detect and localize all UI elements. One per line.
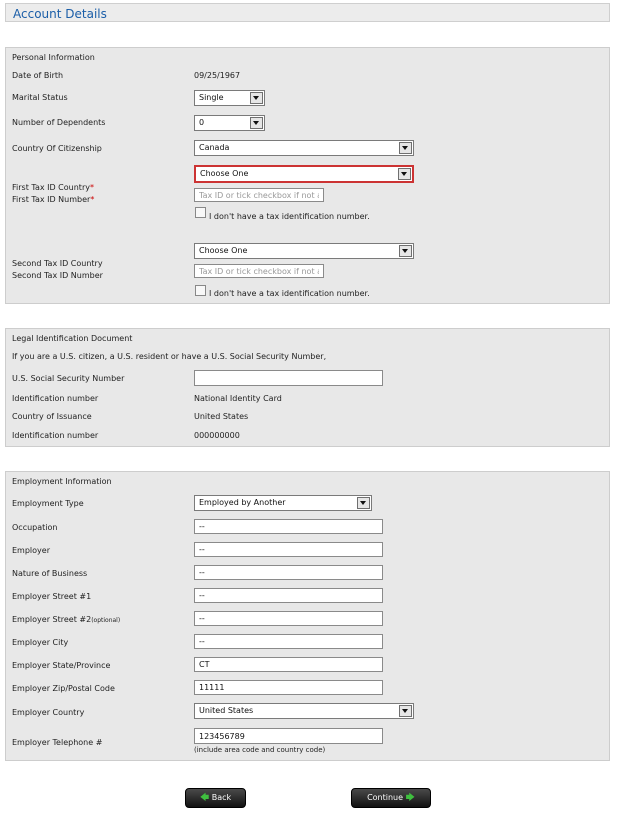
- citizenship-label: Country Of Citizenship: [12, 144, 102, 153]
- employer-country-label: Employer Country: [12, 708, 85, 717]
- chevron-down-icon: [399, 245, 412, 257]
- employment-type-value: Employed by Another: [199, 498, 286, 507]
- ssn-label: U.S. Social Security Number: [12, 374, 125, 383]
- nature-of-business-input[interactable]: [194, 565, 383, 580]
- occupation-input[interactable]: [194, 519, 383, 534]
- back-button[interactable]: [185, 788, 246, 808]
- employer-input[interactable]: [194, 542, 383, 557]
- issuance-value: United States: [194, 412, 249, 421]
- marital-status-label: Marital Status: [12, 93, 68, 102]
- personal-section-title: Personal Information: [12, 53, 95, 62]
- chevron-down-icon: [250, 117, 263, 129]
- phone-input[interactable]: [194, 728, 383, 744]
- first-no-tax-id-label: I don't have a tax identification number.: [209, 212, 370, 221]
- legal-identification-content: [0, 328, 620, 447]
- employment-section-title: Employment Information: [12, 477, 112, 486]
- second-no-tax-id-label: I don't have a tax identification number.: [209, 289, 370, 298]
- id-number-value: 000000000: [194, 431, 240, 440]
- dependents-value: 0: [199, 118, 205, 127]
- second-tax-country-value: Choose One: [199, 246, 248, 255]
- arrow-left-icon: 🡄: [199, 793, 210, 803]
- zip-input[interactable]: [194, 680, 383, 695]
- first-tax-number-input[interactable]: [194, 188, 324, 202]
- id-type-value: National Identity Card: [194, 394, 282, 403]
- marital-status-select[interactable]: [194, 90, 265, 106]
- ssn-input[interactable]: [194, 370, 383, 386]
- employment-type-select[interactable]: [194, 495, 372, 511]
- street1-input[interactable]: [194, 588, 383, 603]
- dob-value: 09/25/1967: [194, 71, 241, 80]
- chevron-down-icon: [357, 497, 370, 509]
- legal-section-title: Legal Identification Document: [12, 334, 133, 343]
- first-tax-country-label: First Tax ID Country*: [12, 183, 94, 192]
- page-title: Account Details: [13, 7, 107, 21]
- street1-label: Employer Street #1: [12, 592, 92, 601]
- back-button-label: Back: [211, 793, 232, 802]
- zip-label: Employer Zip/Postal Code: [12, 684, 115, 693]
- first-tax-country-select[interactable]: [194, 165, 414, 183]
- first-tax-country-value: Choose One: [200, 169, 249, 178]
- continue-button-label: Continue: [367, 793, 404, 802]
- street2-label: Employer Street #2(optional): [12, 615, 121, 624]
- dob-label: Date of Birth: [12, 71, 64, 80]
- employment-information-content: [0, 471, 620, 761]
- page-header: [5, 3, 610, 22]
- citizenship-value: Canada: [199, 143, 230, 152]
- chevron-down-icon: [250, 92, 263, 104]
- employer-country-select[interactable]: [194, 703, 414, 719]
- nature-of-business-label: Nature of Business: [12, 569, 88, 578]
- first-no-tax-id-checkbox[interactable]: [195, 207, 206, 218]
- phone-note: (include area code and country code): [194, 746, 326, 754]
- state-label: Employer State/Province: [12, 661, 111, 670]
- marital-status-value: Single: [199, 93, 224, 102]
- dependents-select[interactable]: [194, 115, 265, 131]
- employer-label: Employer: [12, 546, 50, 555]
- state-input[interactable]: [194, 657, 383, 672]
- first-tax-number-label: First Tax ID Number*: [12, 195, 95, 204]
- second-tax-number-input[interactable]: [194, 264, 324, 278]
- employer-country-value: United States: [199, 706, 254, 715]
- dependents-label: Number of Dependents: [12, 118, 106, 127]
- second-tax-number-label: Second Tax ID Number: [12, 271, 103, 280]
- id-type-label: Identification number: [12, 394, 99, 403]
- second-no-tax-id-checkbox[interactable]: [195, 285, 206, 296]
- occupation-label: Occupation: [12, 523, 58, 532]
- second-tax-country-select[interactable]: [194, 243, 414, 259]
- continue-button[interactable]: [351, 788, 431, 808]
- id-number-label: Identification number: [12, 431, 99, 440]
- street2-input[interactable]: [194, 611, 383, 626]
- chevron-down-icon: [399, 142, 412, 154]
- personal-information-content: [0, 47, 620, 304]
- issuance-label: Country of Issuance: [12, 412, 92, 421]
- second-tax-country-label: Second Tax ID Country: [12, 259, 103, 268]
- city-label: Employer City: [12, 638, 69, 647]
- citizenship-select[interactable]: [194, 140, 414, 156]
- phone-label: Employer Telephone #: [12, 738, 103, 747]
- chevron-down-icon: [399, 705, 412, 717]
- employment-type-label: Employment Type: [12, 499, 84, 508]
- legal-note: If you are a U.S. citizen, a U.S. resident or have a U.S. Social Security Number,: [12, 352, 327, 361]
- arrow-right-icon: 🡆: [405, 793, 415, 803]
- city-input[interactable]: [194, 634, 383, 649]
- chevron-down-icon: [398, 168, 411, 180]
